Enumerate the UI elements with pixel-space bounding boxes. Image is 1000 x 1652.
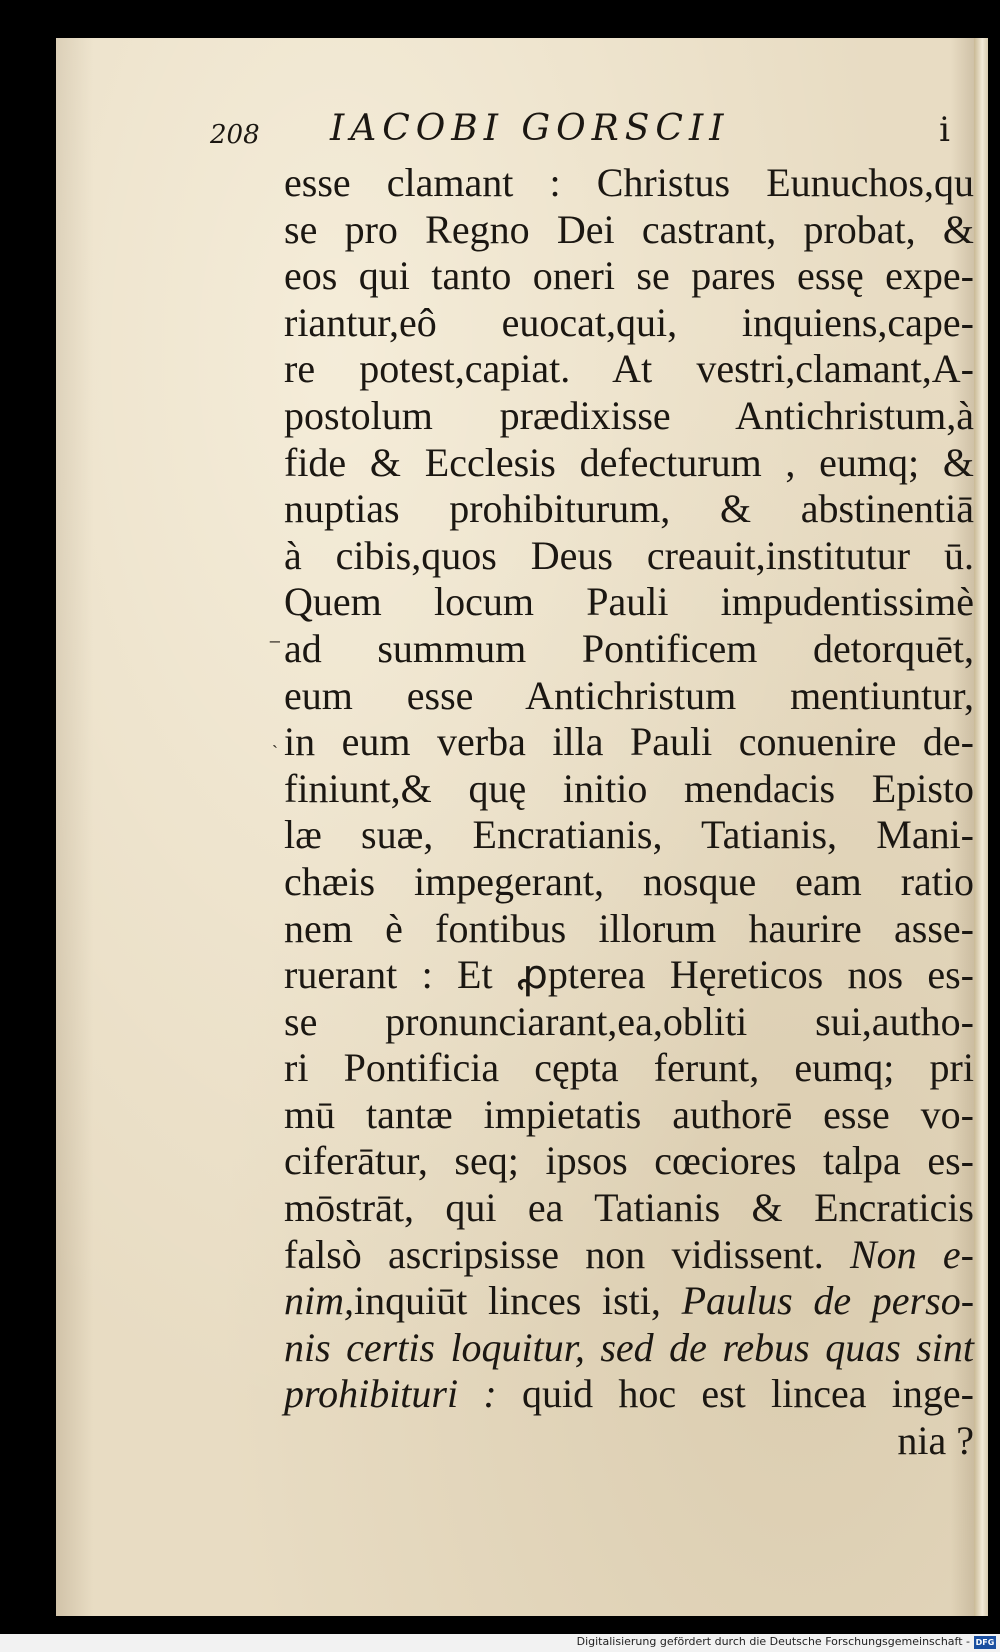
text-line: riantur,eô euocat,qui, inquiens,cape- <box>284 299 974 345</box>
footer-bar <box>0 1634 1000 1652</box>
text-line: Quem locum Pauli impudentissimè <box>284 579 974 625</box>
text-line: se pro Regno Dei castrant, probat, & <box>284 206 974 252</box>
text-line: ruerant : Et ꝓpterea Hęreticos nos es- <box>284 952 974 998</box>
text-line: læ suæ, Encratianis, Tatianis, Mani- <box>284 812 974 858</box>
text-line: mū tantæ impietatis authorē esse vo- <box>284 1091 974 1137</box>
dfg-logo: DFG <box>975 1638 995 1647</box>
text-line: eos qui tanto oneri se pares essę expe- <box>284 253 974 299</box>
text-line-catchword: nia ? <box>897 1418 974 1464</box>
signature-mark: i <box>939 110 950 150</box>
text-line: fide & Ecclesis defecturum , eumq; & <box>284 439 974 485</box>
text-line-mixed <box>284 1278 974 1325</box>
text-line: ri Pontificia cępta ferunt, eumq; pri <box>284 1045 974 1091</box>
footer-credit: Digitalisierung gefördert durch die Deutsche Forschungsgemeinschaft - <box>576 1635 970 1648</box>
text-line-mixed <box>284 1371 974 1418</box>
text-italic: nis certis loquitur, sed de rebus quas sint <box>284 1324 974 1370</box>
text-line: à cibis,quos Deus creauit,institutur ū. <box>284 532 974 578</box>
text-line: in eum verba illa Pauli conuenire de- <box>284 719 974 765</box>
text-line: eum esse Antichristum mentiuntur, <box>284 672 974 718</box>
text-line: re potest,capiat. At vestri,clamant,A- <box>284 346 974 392</box>
margin-stroke-mark: ⁻ <box>268 632 282 662</box>
text-line: ciferātur, seq; ipsos cœciores talpa es- <box>284 1138 974 1184</box>
text-roman: falsò ascripsisse non vidissent. <box>284 1231 824 1277</box>
text-line: nuptias prohibiturum, & abstinentiā <box>284 486 974 532</box>
text-line-mixed <box>284 1232 974 1279</box>
text-italic: Non e- <box>850 1231 974 1277</box>
text-italic: nim, <box>284 1278 354 1324</box>
text-line-italic <box>284 1325 974 1372</box>
body-text <box>284 160 974 1465</box>
text-line: nem è fontibus illorum haurire asse- <box>284 905 974 951</box>
running-head <box>210 108 950 158</box>
running-head-title: IACOBI GORSCII <box>330 108 730 149</box>
page-number: 208 <box>210 120 260 150</box>
text-line: ad summum Pontificem detorquēt, <box>284 625 974 671</box>
text-line: se pronunciarant,ea,obliti sui,autho- <box>284 998 974 1044</box>
text-roman: quid hoc est lincea inge- <box>521 1371 974 1417</box>
text-line: esse clamant : Christus Eunuchos,qu <box>284 160 974 205</box>
text-line: chæis impegerant, nosque eam ratio <box>284 858 974 904</box>
text-italic: Paulus de perso- <box>681 1278 975 1324</box>
text-line: mōstrāt, qui ea Tatianis & Encraticis <box>284 1185 974 1231</box>
margin-dot-mark: ˎ <box>272 728 278 749</box>
page-fold-edge <box>974 38 988 1616</box>
text-line: finiunt,& quę initio mendacis Episto <box>284 765 974 811</box>
text-roman: inquiūt linces isti, <box>354 1278 661 1324</box>
text-line: postolum prædixisse Antichristum,à <box>284 392 974 438</box>
text-italic: prohibituri : <box>284 1371 497 1417</box>
